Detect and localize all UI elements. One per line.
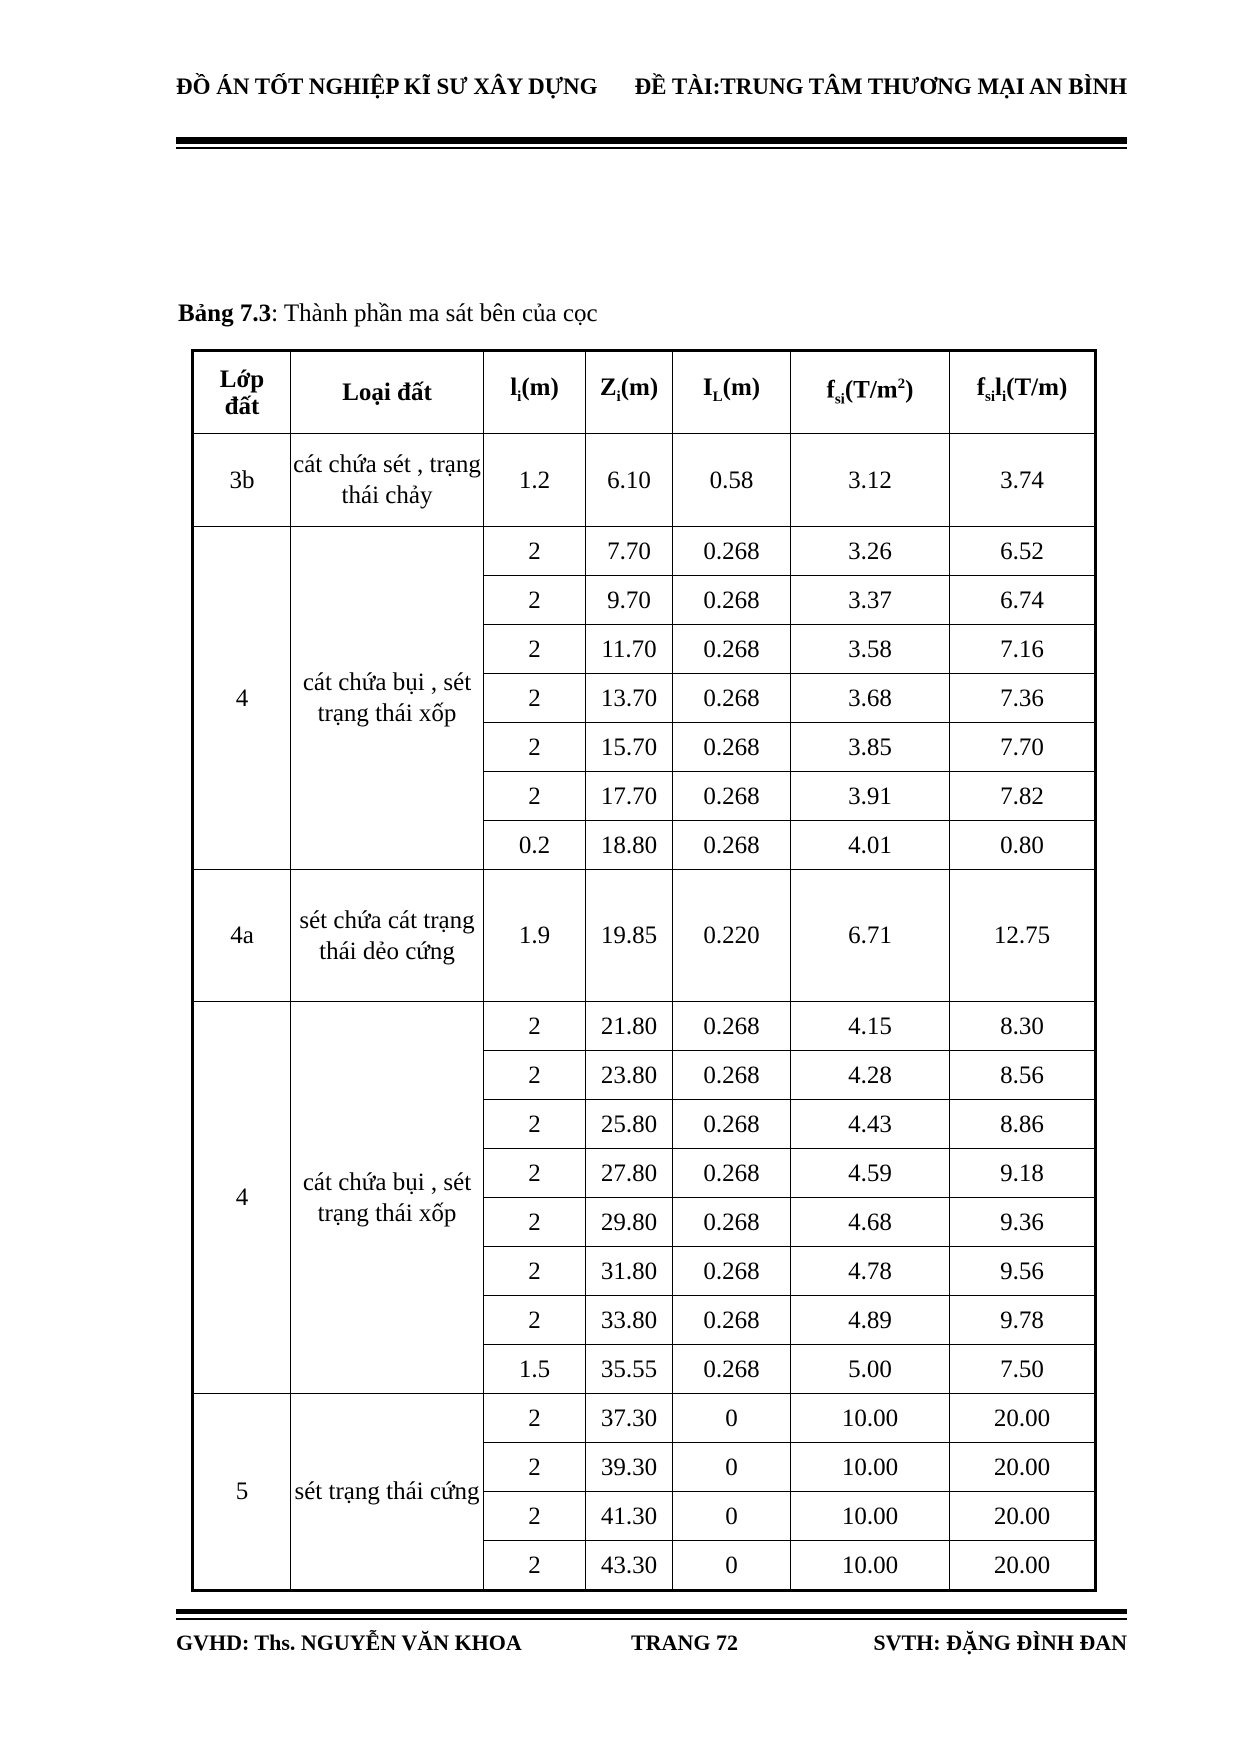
- cell-zi: 33.80: [586, 1296, 673, 1345]
- cell-zi: 41.30: [586, 1492, 673, 1541]
- cell-li: 2: [484, 1149, 586, 1198]
- cell-fsili: 7.82: [950, 772, 1096, 821]
- cell-fsili: 7.50: [950, 1345, 1096, 1394]
- cell-fsi: 4.89: [791, 1296, 950, 1345]
- cell-li: 2: [484, 1443, 586, 1492]
- cell-fsili: 8.30: [950, 1002, 1096, 1051]
- cell-fsili: 8.56: [950, 1051, 1096, 1100]
- skin-friction-table: [191, 349, 1097, 1592]
- cell-fsi: 3.85: [791, 723, 950, 772]
- header-fsili: $f_{si}l_i(T/m)$: [950, 351, 1096, 434]
- cell-il: 0: [673, 1443, 791, 1492]
- cell-fsi: 4.78: [791, 1247, 950, 1296]
- cell-il: 0.268: [673, 1296, 791, 1345]
- table-row: [193, 434, 1096, 527]
- cell-fsili: 3.74: [950, 434, 1096, 527]
- cell-zi: 43.30: [586, 1541, 673, 1591]
- cell-il: 0.268: [673, 674, 791, 723]
- header-il: $I_L(m)$: [673, 351, 791, 434]
- cell-il: 0.268: [673, 1345, 791, 1394]
- cell-il: 0.268: [673, 1051, 791, 1100]
- cell-fsi: 4.28: [791, 1051, 950, 1100]
- cell-soil-type: cát chứa bụi , sét trạng thái xốp: [291, 1002, 484, 1394]
- cell-fsi: 4.59: [791, 1149, 950, 1198]
- cell-zi: 29.80: [586, 1198, 673, 1247]
- cell-li: 2: [484, 527, 586, 576]
- cell-layer: 4: [193, 1002, 291, 1394]
- cell-fsi: 6.71: [791, 870, 950, 1002]
- header-zi: $Z_i(m)$: [586, 351, 673, 434]
- cell-zi: 35.55: [586, 1345, 673, 1394]
- caption-text: : Thành phần ma sát bên của cọc: [271, 300, 598, 327]
- header-left-title: ĐỒ ÁN TỐT NGHIỆP KĨ SƯ XÂY DỰNG: [176, 74, 598, 99]
- cell-soil-type: sét chứa cát trạng thái dẻo cứng: [291, 870, 484, 1002]
- cell-fsili: 8.86: [950, 1100, 1096, 1149]
- cell-fsi: 4.15: [791, 1002, 950, 1051]
- footer-page-number: TRANG 72: [631, 1630, 738, 1655]
- cell-fsili: 12.75: [950, 870, 1096, 1002]
- cell-zi: 15.70: [586, 723, 673, 772]
- cell-fsi: 10.00: [791, 1492, 950, 1541]
- table-row: [193, 1002, 1096, 1051]
- cell-fsili: 7.16: [950, 625, 1096, 674]
- page-footer: [176, 1630, 1127, 1660]
- cell-fsili: 9.78: [950, 1296, 1096, 1345]
- cell-zi: 37.30: [586, 1394, 673, 1443]
- cell-li: 2: [484, 1051, 586, 1100]
- cell-il: 0.268: [673, 1247, 791, 1296]
- cell-zi: 27.80: [586, 1149, 673, 1198]
- cell-fsili: 20.00: [950, 1394, 1096, 1443]
- table-caption: [178, 300, 598, 328]
- cell-zi: 7.70: [586, 527, 673, 576]
- header-rule-thin: [176, 147, 1127, 149]
- cell-li: 2: [484, 1100, 586, 1149]
- table-row: [193, 527, 1096, 576]
- cell-il: 0.268: [673, 527, 791, 576]
- cell-fsi: 4.43: [791, 1100, 950, 1149]
- header-right-title: ĐỀ TÀI:TRUNG TÂM THƯƠNG MẠI AN BÌNH: [634, 74, 1127, 99]
- cell-fsili: 7.36: [950, 674, 1096, 723]
- cell-li: 2: [484, 625, 586, 674]
- cell-li: 2: [484, 1492, 586, 1541]
- cell-il: 0.268: [673, 625, 791, 674]
- cell-fsili: 20.00: [950, 1443, 1096, 1492]
- cell-il: 0.268: [673, 1002, 791, 1051]
- cell-fsili: 6.52: [950, 527, 1096, 576]
- table-body: [193, 434, 1096, 1591]
- cell-zi: 9.70: [586, 576, 673, 625]
- cell-fsili: 9.36: [950, 1198, 1096, 1247]
- cell-zi: 11.70: [586, 625, 673, 674]
- cell-zi: 6.10: [586, 434, 673, 527]
- cell-fsi: 3.91: [791, 772, 950, 821]
- cell-fsi: 10.00: [791, 1443, 950, 1492]
- cell-zi: 19.85: [586, 870, 673, 1002]
- cell-fsili: 20.00: [950, 1492, 1096, 1541]
- cell-fsili: 20.00: [950, 1541, 1096, 1591]
- cell-fsili: 6.74: [950, 576, 1096, 625]
- cell-il: 0: [673, 1394, 791, 1443]
- cell-zi: 31.80: [586, 1247, 673, 1296]
- cell-li: 1.5: [484, 1345, 586, 1394]
- cell-li: 2: [484, 1394, 586, 1443]
- cell-fsi: 10.00: [791, 1541, 950, 1591]
- cell-li: 2: [484, 674, 586, 723]
- cell-li: 2: [484, 1296, 586, 1345]
- cell-soil-type: cát chứa bụi , sét trạng thái xốp: [291, 527, 484, 870]
- cell-zi: 18.80: [586, 821, 673, 870]
- cell-il: 0.268: [673, 1100, 791, 1149]
- cell-fsi: 4.68: [791, 1198, 950, 1247]
- cell-zi: 17.70: [586, 772, 673, 821]
- cell-fsi: 5.00: [791, 1345, 950, 1394]
- page-header: [176, 74, 1127, 104]
- cell-li: 2: [484, 1002, 586, 1051]
- cell-il: 0.268: [673, 576, 791, 625]
- table-row: [193, 870, 1096, 1002]
- header-rule-thick: [176, 137, 1127, 144]
- cell-li: 2: [484, 1247, 586, 1296]
- cell-li: 2: [484, 1198, 586, 1247]
- cell-il: 0.58: [673, 434, 791, 527]
- header-soil-type: Loại đất: [291, 351, 484, 434]
- cell-fsili: 0.80: [950, 821, 1096, 870]
- cell-li: 2: [484, 576, 586, 625]
- cell-zi: 21.80: [586, 1002, 673, 1051]
- cell-fsili: 9.18: [950, 1149, 1096, 1198]
- cell-li: 1.2: [484, 434, 586, 527]
- footer-student: SVTH: ĐẶNG ĐÌNH ĐAN: [873, 1630, 1127, 1655]
- cell-il: 0.268: [673, 772, 791, 821]
- caption-label: Bảng 7.3: [178, 300, 272, 327]
- cell-layer: 5: [193, 1394, 291, 1591]
- cell-li: 2: [484, 772, 586, 821]
- cell-zi: 23.80: [586, 1051, 673, 1100]
- cell-il: 0.268: [673, 821, 791, 870]
- cell-fsi: 3.58: [791, 625, 950, 674]
- table-header-row: [193, 351, 1096, 434]
- cell-fsi: 10.00: [791, 1394, 950, 1443]
- cell-fsi: 3.12: [791, 434, 950, 527]
- cell-fsi: 3.68: [791, 674, 950, 723]
- cell-fsi: 3.37: [791, 576, 950, 625]
- table-row: [193, 1394, 1096, 1443]
- cell-zi: 13.70: [586, 674, 673, 723]
- cell-il: 0: [673, 1541, 791, 1591]
- cell-soil-type: cát chứa sét , trạng thái chảy: [291, 434, 484, 527]
- cell-li: 0.2: [484, 821, 586, 870]
- cell-il: 0: [673, 1492, 791, 1541]
- cell-soil-type: sét trạng thái cứng: [291, 1394, 484, 1591]
- footer-rule-thin: [176, 1618, 1127, 1620]
- header-fsi: $f_{si}(T/m^2)$: [791, 351, 950, 434]
- cell-fsi: 4.01: [791, 821, 950, 870]
- cell-li: 1.9: [484, 870, 586, 1002]
- cell-li: 2: [484, 723, 586, 772]
- cell-layer: 3b: [193, 434, 291, 527]
- cell-zi: 25.80: [586, 1100, 673, 1149]
- header-li: $l_i(m)$: [484, 351, 586, 434]
- header-layer: Lớp đất: [193, 351, 291, 434]
- cell-layer: 4: [193, 527, 291, 870]
- cell-layer: 4a: [193, 870, 291, 1002]
- cell-il: 0.268: [673, 1198, 791, 1247]
- cell-li: 2: [484, 1541, 586, 1591]
- cell-fsili: 9.56: [950, 1247, 1096, 1296]
- cell-il: 0.268: [673, 723, 791, 772]
- cell-il: 0.220: [673, 870, 791, 1002]
- footer-rule-thick: [176, 1609, 1127, 1614]
- cell-fsi: 3.26: [791, 527, 950, 576]
- cell-zi: 39.30: [586, 1443, 673, 1492]
- cell-fsili: 7.70: [950, 723, 1096, 772]
- cell-il: 0.268: [673, 1149, 791, 1198]
- footer-supervisor: GVHD: Ths. NGUYỄN VĂN KHOA: [176, 1630, 522, 1655]
